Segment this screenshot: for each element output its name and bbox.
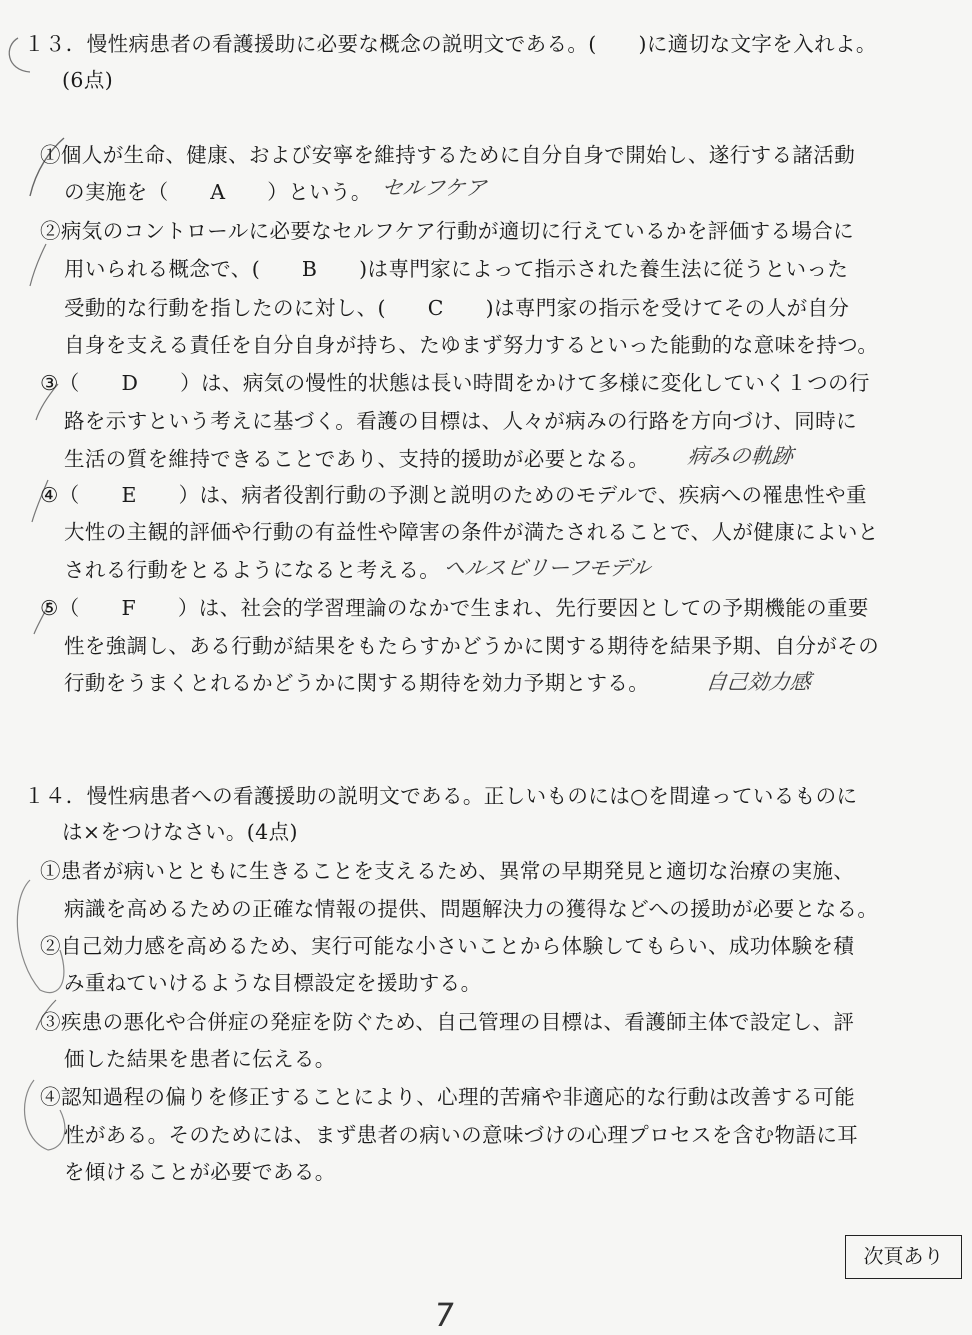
- q13-item4-line2: 大性の主観的評価や行動の有益性や障害の条件が満たされることで、人が健康によいと: [64, 520, 879, 544]
- q13-item5-line3: 行動をうまくとれるかどうかに関する期待を効力予期とする。: [64, 671, 650, 695]
- q14-item1-line2: 病識を高めるための正確な情報の提供、問題解決力の獲得などへの援助が必要となる。: [64, 897, 879, 921]
- q13-item1-line1: ①個人が生命、健康、および安寧を維持するために自分自身で開始し、遂行する諸活動: [40, 143, 856, 167]
- q14-item4-line2: 性がある。そのためには、まず患者の病いの意味づけの心理プロセスを含む物語に耳: [64, 1123, 859, 1147]
- q13-item3-line3: 生活の質を維持できることであり、支持的援助が必要となる。: [64, 447, 650, 471]
- q14-item3-line1: ③疾患の悪化や合併症の発症を防ぐため、自己管理の目標は、看護師主体で設定し、評: [40, 1010, 855, 1034]
- q13-item3-line2: 路を示すという考えに基づく。看護の目標は、人々が病みの行路を方向づけ、同時に: [64, 409, 857, 433]
- q14-instructions: は×をつけなさい。(4点): [62, 820, 298, 844]
- q14-item4-line1: ④認知過程の偏りを修正することにより、心理的苦痛や非適応的な行動は改善する可能: [40, 1085, 856, 1109]
- page-number: 7: [431, 1296, 458, 1334]
- q13-item5-line1: ⑤（ F ）は、社会的学習理論のなかで生まれ、先行要因としての予期機能の重要: [40, 596, 869, 620]
- q13-item4-answer: ヘルスビリーフモデル: [442, 556, 652, 580]
- q13-item2-line3: 受動的な行動を指したのに対し、( C )は専門家の指示を受けてその人が自分: [64, 296, 850, 320]
- q14-item4-line3: を傾けることが必要である。: [64, 1160, 336, 1184]
- q14-heading: １４．慢性病患者への看護援助の説明文である。正しいものには○を間違っているものに: [24, 784, 858, 808]
- q13-item2-line4: 自身を支える責任を自分自身が持ち、たゆまず努力するといった能動的な意味を持つ。: [64, 333, 879, 357]
- q13-item5-answer: 自己効力感: [704, 670, 813, 694]
- q13-item1-line2: の実施を（ A ）という。: [64, 180, 372, 204]
- q13-heading: １３．慢性病患者の看護援助に必要な概念の説明文である。( )に適切な文字を入れよ。: [24, 32, 877, 56]
- q13-points: (6点): [62, 68, 114, 92]
- q13-item5-line2: 性を強調し、ある行動が結果をもたらすかどうかに関する期待を結果予期、自分がその: [64, 634, 880, 658]
- q14-item2-line1: ②自己効力感を高めるため、実行可能な小さいことから体験してもらい、成功体験を積: [40, 934, 855, 958]
- q14-item1-line1: ①患者が病いとともに生きることを支えるため、異常の早期発見と適切な治療の実施、: [40, 859, 855, 883]
- q13-item2-line2: 用いられる概念で、( B )は専門家によって指示された養生法に従うといった: [64, 257, 849, 281]
- q13-item3-line1: ③（ D ）は、病気の慢性的状態は長い時間をかけて多様に変化していく１つの行: [40, 371, 870, 395]
- q13-item1-answer: セルフケア: [380, 176, 488, 200]
- q14-item2-line2: み重ねていけるような目標設定を援助する。: [64, 971, 482, 995]
- q13-item4-line1: ④（ E ）は、病者役割行動の予測と説明のためのモデルで、疾病への罹患性や重: [40, 483, 867, 507]
- q14-item3-line2: 価した結果を患者に伝える。: [64, 1047, 336, 1071]
- check-mark-icon: [30, 244, 46, 286]
- q13-item2-line1: ②病気のコントロールに必要なセルフケア行動が適切に行えているかを評価する場合に: [40, 219, 855, 243]
- next-page-note: 次頁あり: [845, 1235, 962, 1279]
- q13-item4-line3: される行動をとるようになると考える。: [64, 558, 441, 582]
- q13-item3-answer: 病みの軌跡: [686, 444, 795, 468]
